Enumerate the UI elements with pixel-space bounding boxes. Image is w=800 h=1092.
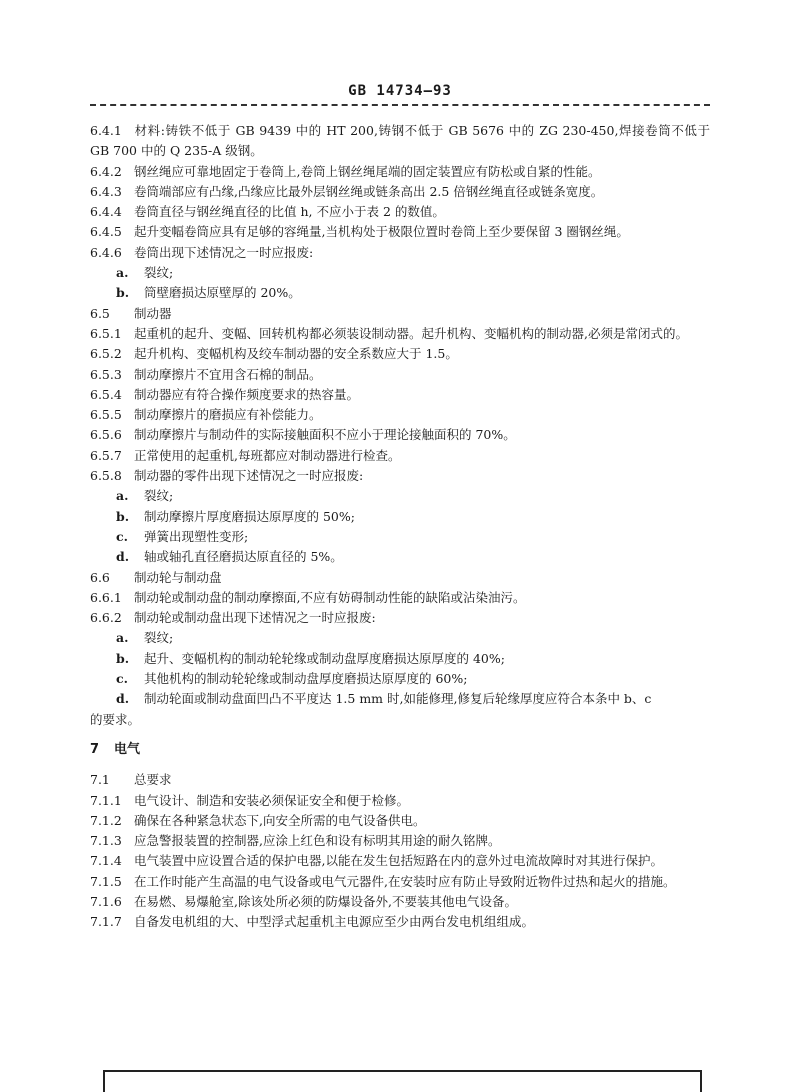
clause-text: 制动摩擦片不宜用含石棉的制品。 — [134, 366, 322, 382]
clause-text: 自备发电机组的大、中型浮式起重机主电源应至少由两台发电机组组成。 — [134, 914, 535, 930]
clause-paragraph — [90, 872, 710, 892]
clause-text: 制动器的零件出现下述情况之一时应报废: — [134, 468, 364, 484]
clause-number: 6.5.4 — [90, 386, 122, 402]
list-item-text: 起升、变幅机构的制动轮轮缘或制动盘厚度磨损达原厚度的 40%; — [144, 650, 505, 666]
list-item — [90, 649, 710, 669]
clause-number: 6.5.5 — [90, 407, 122, 423]
clause-number: 7.1.5 — [90, 873, 122, 889]
clause-paragraph — [90, 851, 710, 871]
clause-paragraph — [90, 365, 710, 385]
list-item-text: 弹簧出现塑性变形; — [144, 528, 249, 544]
clause-number: 6.4.6 — [90, 244, 122, 260]
list-item-letter: b. — [116, 650, 130, 666]
clause-paragraph — [90, 425, 710, 445]
list-item-text: 制动轮面或制动盘面凹凸不平度达 1.5 mm 时,如能修理,修复后轮缘厚度应符合本条中 b、c — [144, 691, 652, 707]
clause-number: 6.4.1 — [90, 123, 122, 138]
clause-number: 6.4.2 — [90, 163, 122, 179]
list-item-text: 裂纹; — [144, 630, 174, 646]
list-item-text: 其他机构的制动轮轮缘或制动盘厚度磨损达原厚度的 60%; — [144, 671, 468, 687]
list-item-letter: c. — [116, 528, 128, 544]
clause-number: 7.1.1 — [90, 792, 122, 808]
bottom-frame — [103, 1070, 702, 1092]
clause-paragraph — [90, 121, 710, 162]
clause-text: 制动摩擦片的磨损应有补偿能力。 — [134, 407, 322, 423]
clause-text: 钢丝绳应可靠地固定于卷筒上,卷筒上钢丝绳尾端的固定装置应有防松或自紧的性能。 — [134, 163, 601, 179]
clause-number: 7.1.6 — [90, 893, 122, 909]
clause-text: 在工作时能产生高温的电气设备或电气元器件,在安装时应有防止导致附近物件过热和起火的措施。 — [134, 873, 676, 889]
clause-paragraph — [90, 831, 710, 851]
clause-number: 6.5.7 — [90, 447, 122, 463]
clause-paragraph — [90, 912, 710, 932]
list-item — [90, 486, 710, 506]
clause-text: 电气装置中应设置合适的保护电器,以能在发生包括短路在内的意外过电流故障时对其进行保护。 — [134, 853, 663, 869]
clause-text: 起升机构、变幅机构及绞车制动器的安全系数应大于 1.5。 — [134, 346, 458, 362]
clause-number: 7.1.4 — [90, 853, 122, 869]
clause-number: 6.4.4 — [90, 204, 122, 220]
clause-text: 总要求 — [134, 772, 172, 788]
clause-number: 7.1.3 — [90, 833, 122, 849]
document-body — [90, 121, 710, 933]
clause-paragraph — [90, 243, 710, 263]
list-item — [90, 527, 710, 547]
clause-text: 卷筒端部应有凸缘,凸缘应比最外层钢丝绳或链条高出 2.5 倍钢丝绳直径或链条宽度。 — [134, 183, 604, 199]
clause-number: 7 — [90, 741, 100, 757]
clause-paragraph — [90, 222, 710, 242]
clause-paragraph — [90, 324, 710, 344]
clause-paragraph — [90, 202, 710, 222]
clause-text: 起重机的起升、变幅、回转机构都必须装设制动器。起升机构、变幅机构的制动器,必须是常闭式的。 — [134, 325, 688, 341]
list-item-letter: d. — [116, 691, 130, 707]
clause-number: 6.4.5 — [90, 224, 122, 240]
list-item-text: 裂纹; — [144, 488, 174, 504]
clause-paragraph — [90, 385, 710, 405]
clause-number: 6.6.1 — [90, 589, 122, 605]
clause-text: 制动轮或制动盘的制动摩擦面,不应有妨碍制动性能的缺陷或沾染油污。 — [134, 589, 526, 605]
clause-paragraph — [90, 568, 710, 588]
clause-number: 6.4.3 — [90, 183, 122, 199]
clause-text: 制动器应有符合操作频度要求的热容量。 — [134, 386, 360, 402]
list-item-letter: b. — [116, 508, 130, 524]
list-item — [90, 507, 710, 527]
clause-paragraph — [90, 791, 710, 811]
section-gap — [90, 760, 710, 770]
clause-paragraph — [90, 344, 710, 364]
list-item-letter: a. — [116, 488, 129, 504]
clause-paragraph — [90, 405, 710, 425]
list-item — [90, 547, 710, 567]
clause-number: 6.5.1 — [90, 325, 122, 341]
list-item-letter: c. — [116, 671, 128, 687]
clause-text: 电气 — [114, 741, 141, 757]
clause-paragraph — [90, 466, 710, 486]
clause-text: 卷筒出现下述情况之一时应报废: — [134, 244, 314, 260]
clause-paragraph — [90, 162, 710, 182]
header-rule — [90, 104, 710, 106]
list-item-letter: a. — [116, 630, 129, 646]
clause-paragraph — [90, 446, 710, 466]
chapter-heading — [90, 740, 710, 760]
clause-number: 6.5 — [90, 305, 110, 321]
clause-text: 电气设计、制造和安装必须保证安全和便于检修。 — [134, 792, 410, 808]
clause-text: 卷筒直径与钢丝绳直径的比值 h, 不应小于表 2 的数值。 — [134, 204, 445, 220]
clause-number: 6.5.2 — [90, 346, 122, 362]
list-item-text: 裂纹; — [144, 265, 174, 281]
clause-number: 6.5.3 — [90, 366, 122, 382]
list-item — [90, 689, 710, 709]
clause-paragraph — [90, 770, 710, 790]
clause-paragraph — [90, 608, 710, 628]
clause-text: 制动轮与制动盘 — [134, 569, 222, 585]
list-item-letter: b. — [116, 285, 130, 301]
list-item-letter: d. — [116, 549, 130, 565]
list-item-continuation: 的要求。 — [90, 711, 141, 727]
clause-text: 制动器 — [134, 305, 172, 321]
list-item-letter: a. — [116, 265, 129, 281]
clause-paragraph — [90, 182, 710, 202]
clause-number: 7.1 — [90, 772, 110, 788]
clause-paragraph — [90, 892, 710, 912]
clause-number: 7.1.2 — [90, 812, 122, 828]
clause-text: 制动轮或制动盘出现下述情况之一时应报废: — [134, 610, 376, 626]
clause-text: 起升变幅卷筒应具有足够的容绳量,当机构处于极限位置时卷筒上至少要保留 3 圈钢丝绳。 — [134, 224, 629, 240]
list-item — [90, 263, 710, 283]
clause-number: 7.1.7 — [90, 914, 122, 930]
list-item — [90, 628, 710, 648]
standard-code-header: GB 14734—93 — [348, 83, 452, 99]
list-item-text: 筒壁磨损达原壁厚的 20%。 — [144, 285, 301, 301]
clause-text: 材料:铸铁不低于 GB 9439 中的 HT 200,铸钢不低于 GB 5676 中的 ZG 230-450,焊接卷筒不低于 GB 700 中的 Q 235-A 级钢。 — [90, 123, 710, 159]
clause-paragraph — [90, 588, 710, 608]
clause-number: 6.6.2 — [90, 610, 122, 626]
clause-number: 6.5.8 — [90, 468, 122, 484]
clause-text: 应急警报装置的控制器,应涂上红色和设有标明其用途的耐久铭牌。 — [134, 833, 501, 849]
clause-paragraph — [90, 811, 710, 831]
clause-number: 6.6 — [90, 569, 110, 585]
clause-text: 确保在各种紧急状态下,向安全所需的电气设备供电。 — [134, 812, 426, 828]
list-item-text: 制动摩擦片厚度磨损达原厚度的 50%; — [144, 508, 355, 524]
list-item — [90, 669, 710, 689]
clause-text: 制动摩擦片与制动件的实际接触面积不应小于理论接触面积的 70%。 — [134, 427, 516, 443]
section-gap — [90, 730, 710, 740]
clause-text: 正常使用的起重机,每班都应对制动器进行检查。 — [134, 447, 401, 463]
clause-paragraph — [90, 304, 710, 324]
clause-number: 6.5.6 — [90, 427, 122, 443]
list-item-text: 轴或轴孔直径磨损达原直径的 5%。 — [144, 549, 343, 565]
clause-text: 在易燃、易爆舱室,除该处所必须的防爆设备外,不要装其他电气设备。 — [134, 893, 517, 909]
list-item — [90, 283, 710, 303]
